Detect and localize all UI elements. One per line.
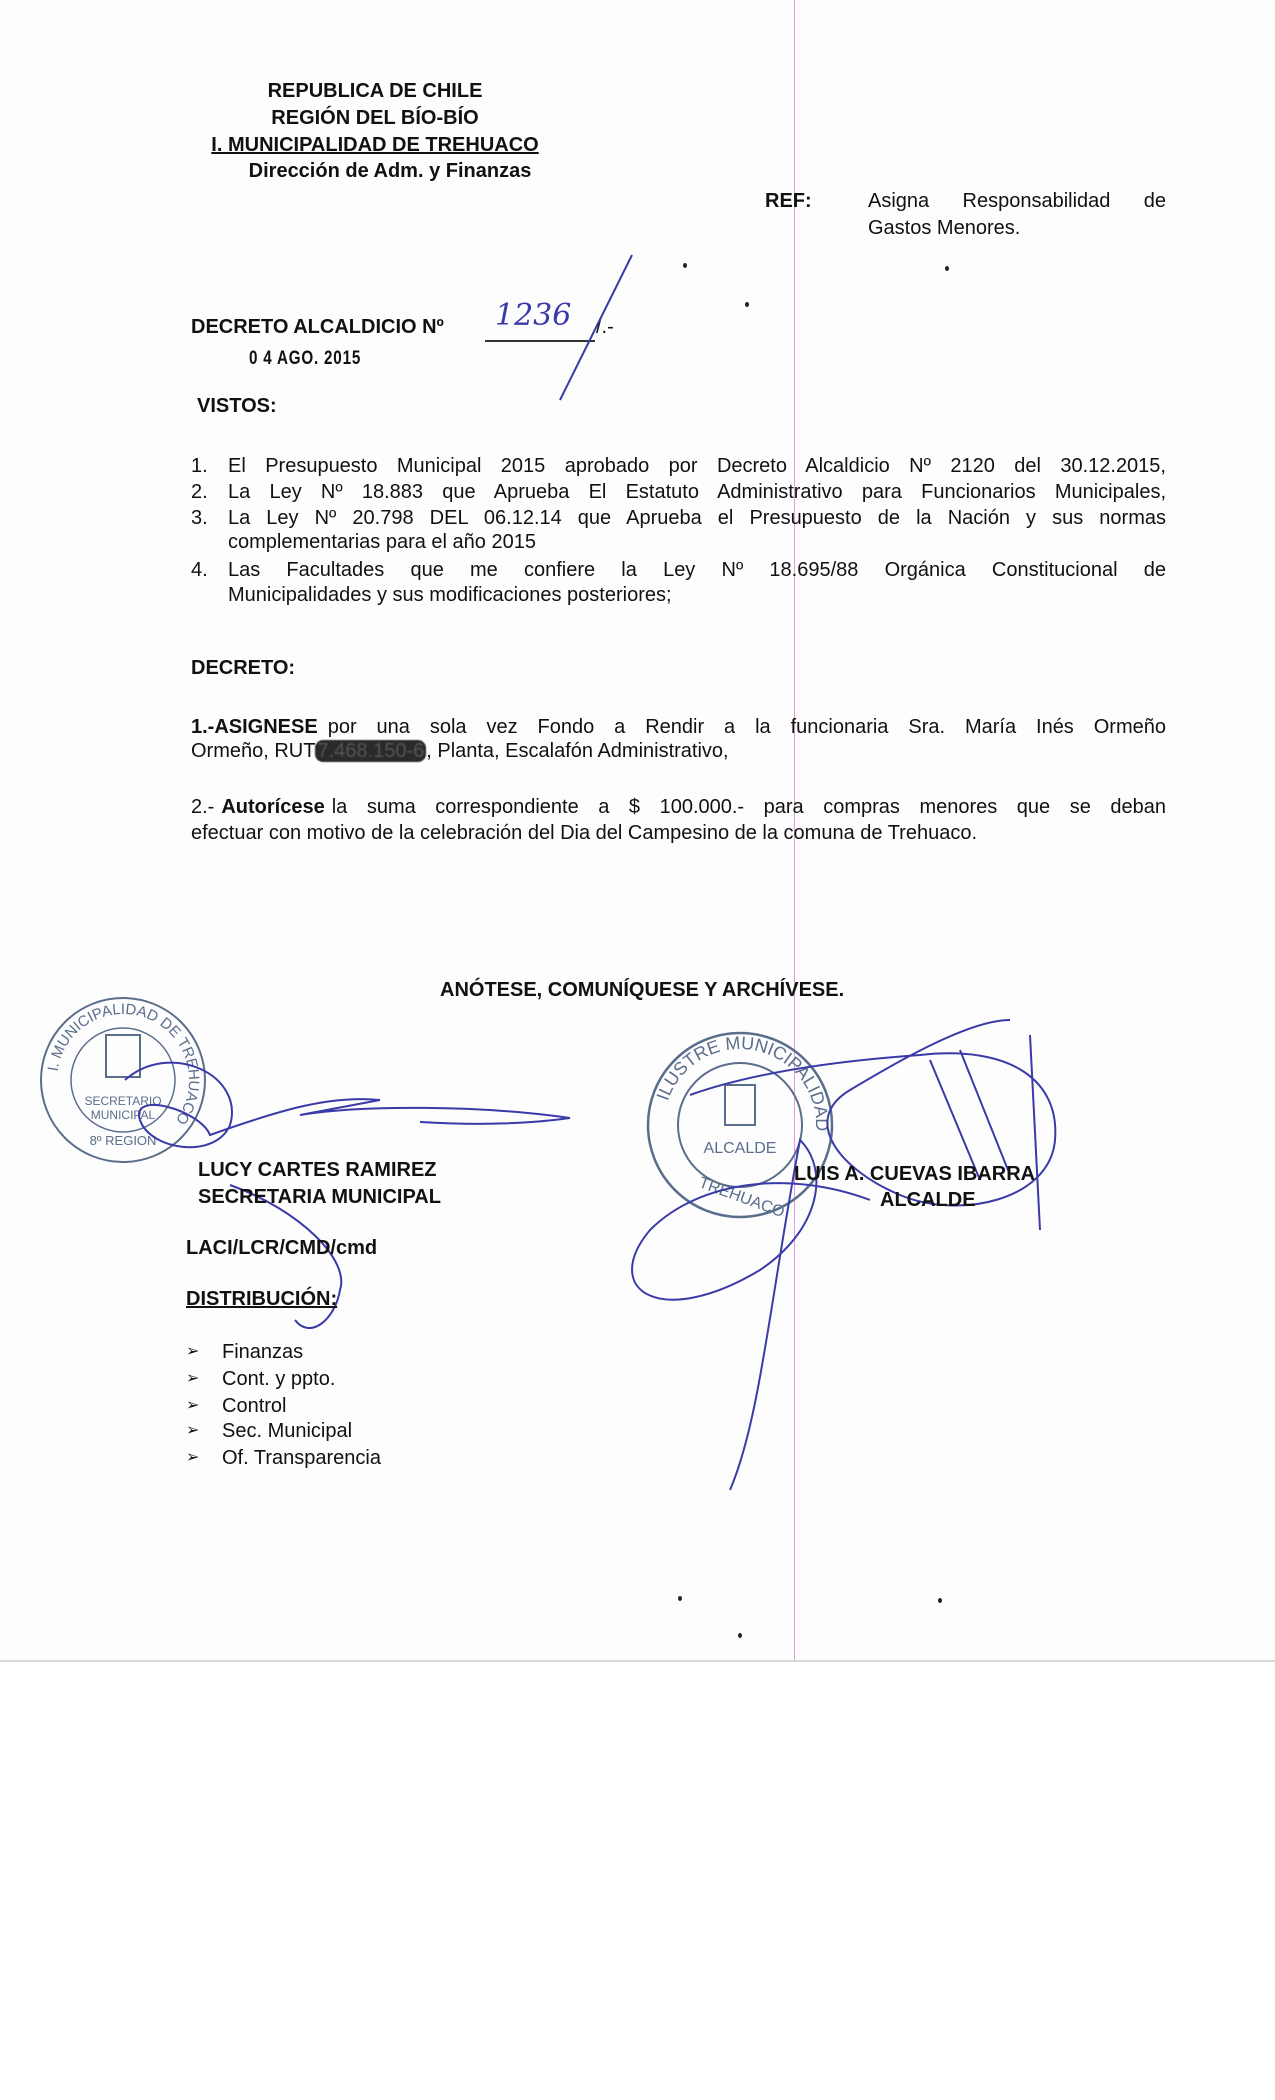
mayor-name: LUIS A. CUEVAS IBARRA bbox=[794, 1163, 1036, 1185]
list-item-number: 4. bbox=[191, 559, 208, 581]
stamp-center-text: ALCALDE bbox=[703, 1140, 777, 1157]
vistos-label: VISTOS: bbox=[197, 395, 277, 417]
decree-number-handwritten: 1236 bbox=[495, 298, 572, 333]
list-item-continuation: complementarias para el año 2015 bbox=[228, 531, 536, 553]
arrow-bullet-icon: ➢ bbox=[186, 1370, 200, 1387]
list-item: Finanzas bbox=[222, 1341, 304, 1363]
list-item: Control bbox=[222, 1395, 287, 1417]
decreto-article-2-line2: efectuar con motivo de la celebración del Dia del Campesino de la comuna de Trehuaco. bbox=[191, 822, 978, 844]
list-item: El Presupuesto Municipal 2015 aprobado por Decreto Alcaldicio Nº 2120 del 30.12.2015, bbox=[228, 455, 1166, 477]
closing-formula: ANÓTESE, COMUNÍQUESE Y ARCHÍVESE. bbox=[440, 979, 845, 1001]
list-item-number: 1. bbox=[191, 455, 208, 477]
header-department: Dirección de Adm. y Finanzas bbox=[248, 160, 532, 182]
list-item: La Ley Nº 18.883 que Aprueba El Estatuto Administrativo para Funcionarios Municipales, bbox=[228, 481, 1166, 503]
distribution-label: DISTRIBUCIÓN: bbox=[186, 1288, 338, 1310]
ref-text-line2: Gastos Menores. bbox=[868, 217, 1021, 239]
article-1-text-b: , Planta, Escalafón Administrativo, bbox=[426, 740, 729, 762]
decree-label: DECRETO ALCALDICIO Nº bbox=[191, 316, 444, 338]
secretary-title: SECRETARIA MUNICIPAL bbox=[198, 1186, 441, 1208]
decreto-article-2-line1 bbox=[191, 795, 1166, 819]
scan-speck bbox=[745, 302, 749, 307]
list-item: Sec. Municipal bbox=[222, 1420, 353, 1442]
article-1-lead: 1.-ASIGNESE bbox=[191, 716, 318, 738]
stamp-bottom-text: 8º REGION bbox=[89, 1133, 157, 1148]
list-item-number: 2. bbox=[191, 481, 208, 503]
stamp-center-text: SECRETARIO bbox=[84, 1094, 162, 1108]
article-2-lead: Autorícese bbox=[221, 796, 325, 818]
scan-speck bbox=[683, 263, 687, 268]
scan-speck bbox=[938, 1598, 942, 1603]
decreto-article-1-line1 bbox=[191, 715, 1166, 739]
mayor-signature bbox=[0, 0, 1, 1]
arrow-bullet-icon: ➢ bbox=[186, 1422, 200, 1439]
scan-speck bbox=[945, 266, 949, 271]
list-item-continuation: Municipalidades y sus modificaciones posteriores; bbox=[228, 584, 672, 606]
arrow-bullet-icon: ➢ bbox=[186, 1449, 200, 1466]
stamp-bottom-text: TREHUACO bbox=[696, 1174, 787, 1222]
list-item: Cont. y ppto. bbox=[222, 1368, 336, 1390]
redacted-rut: 7.468.150-6 bbox=[317, 740, 425, 762]
ref-label: REF: bbox=[765, 190, 812, 212]
initials: LACI/LCR/CMD/cmd bbox=[186, 1237, 378, 1259]
scan-speck bbox=[738, 1633, 742, 1638]
coat-of-arms-icon bbox=[725, 1085, 755, 1125]
article-1-text-a: Ormeño, RUT bbox=[191, 740, 316, 762]
ref-text-line1: Asigna Responsabilidad de bbox=[868, 190, 1166, 212]
stamp-ring-text: ILUSTRE MUNICIPALIDAD bbox=[652, 1032, 833, 1132]
secretary-stamp bbox=[38, 995, 208, 1165]
list-item: Of. Transparencia bbox=[222, 1447, 381, 1469]
mayor-stamp bbox=[645, 1030, 835, 1220]
header-country: REPUBLICA DE CHILE bbox=[267, 80, 483, 102]
arrow-bullet-icon: ➢ bbox=[186, 1397, 200, 1414]
list-item: Las Facultades que me confiere la Ley Nº 18.695/88 Orgánica Constitucional de bbox=[228, 559, 1166, 581]
coat-of-arms-icon bbox=[106, 1035, 140, 1077]
secretary-name: LUCY CARTES RAMIREZ bbox=[198, 1159, 437, 1181]
header-municipality: I. MUNICIPALIDAD DE TREHUACO bbox=[211, 134, 539, 156]
article-2-text: la suma correspondiente a $ 100.000.- para compras menores que se deban bbox=[331, 796, 1166, 818]
decree-suffix: /.- bbox=[596, 316, 614, 338]
date-stamp: 0 4 AGO. 2015 bbox=[249, 348, 362, 369]
decree-number-underline bbox=[485, 340, 595, 342]
article-1-text: por una sola vez Fondo a Rendir a la funcionaria Sra. María Inés Ormeño bbox=[327, 716, 1166, 738]
decreto-article-1-line2 bbox=[191, 739, 729, 763]
stamp-center-text: MUNICIPAL bbox=[90, 1108, 156, 1122]
decreto-label: DECRETO: bbox=[191, 657, 296, 679]
scan-speck bbox=[678, 1596, 682, 1601]
list-item-number: 3. bbox=[191, 507, 208, 529]
mayor-title: ALCALDE bbox=[880, 1189, 976, 1211]
header-region: REGIÓN DEL BÍO-BÍO bbox=[271, 107, 479, 129]
list-item: La Ley Nº 20.798 DEL 06.12.14 que Aprueba el Presupuesto de la Nación y sus normas bbox=[228, 507, 1166, 529]
stamp-ring-text: I. MUNICIPALIDAD DE TREHUACO bbox=[44, 1000, 203, 1128]
article-2-number: 2.- bbox=[191, 796, 215, 818]
arrow-bullet-icon: ➢ bbox=[186, 1343, 200, 1360]
